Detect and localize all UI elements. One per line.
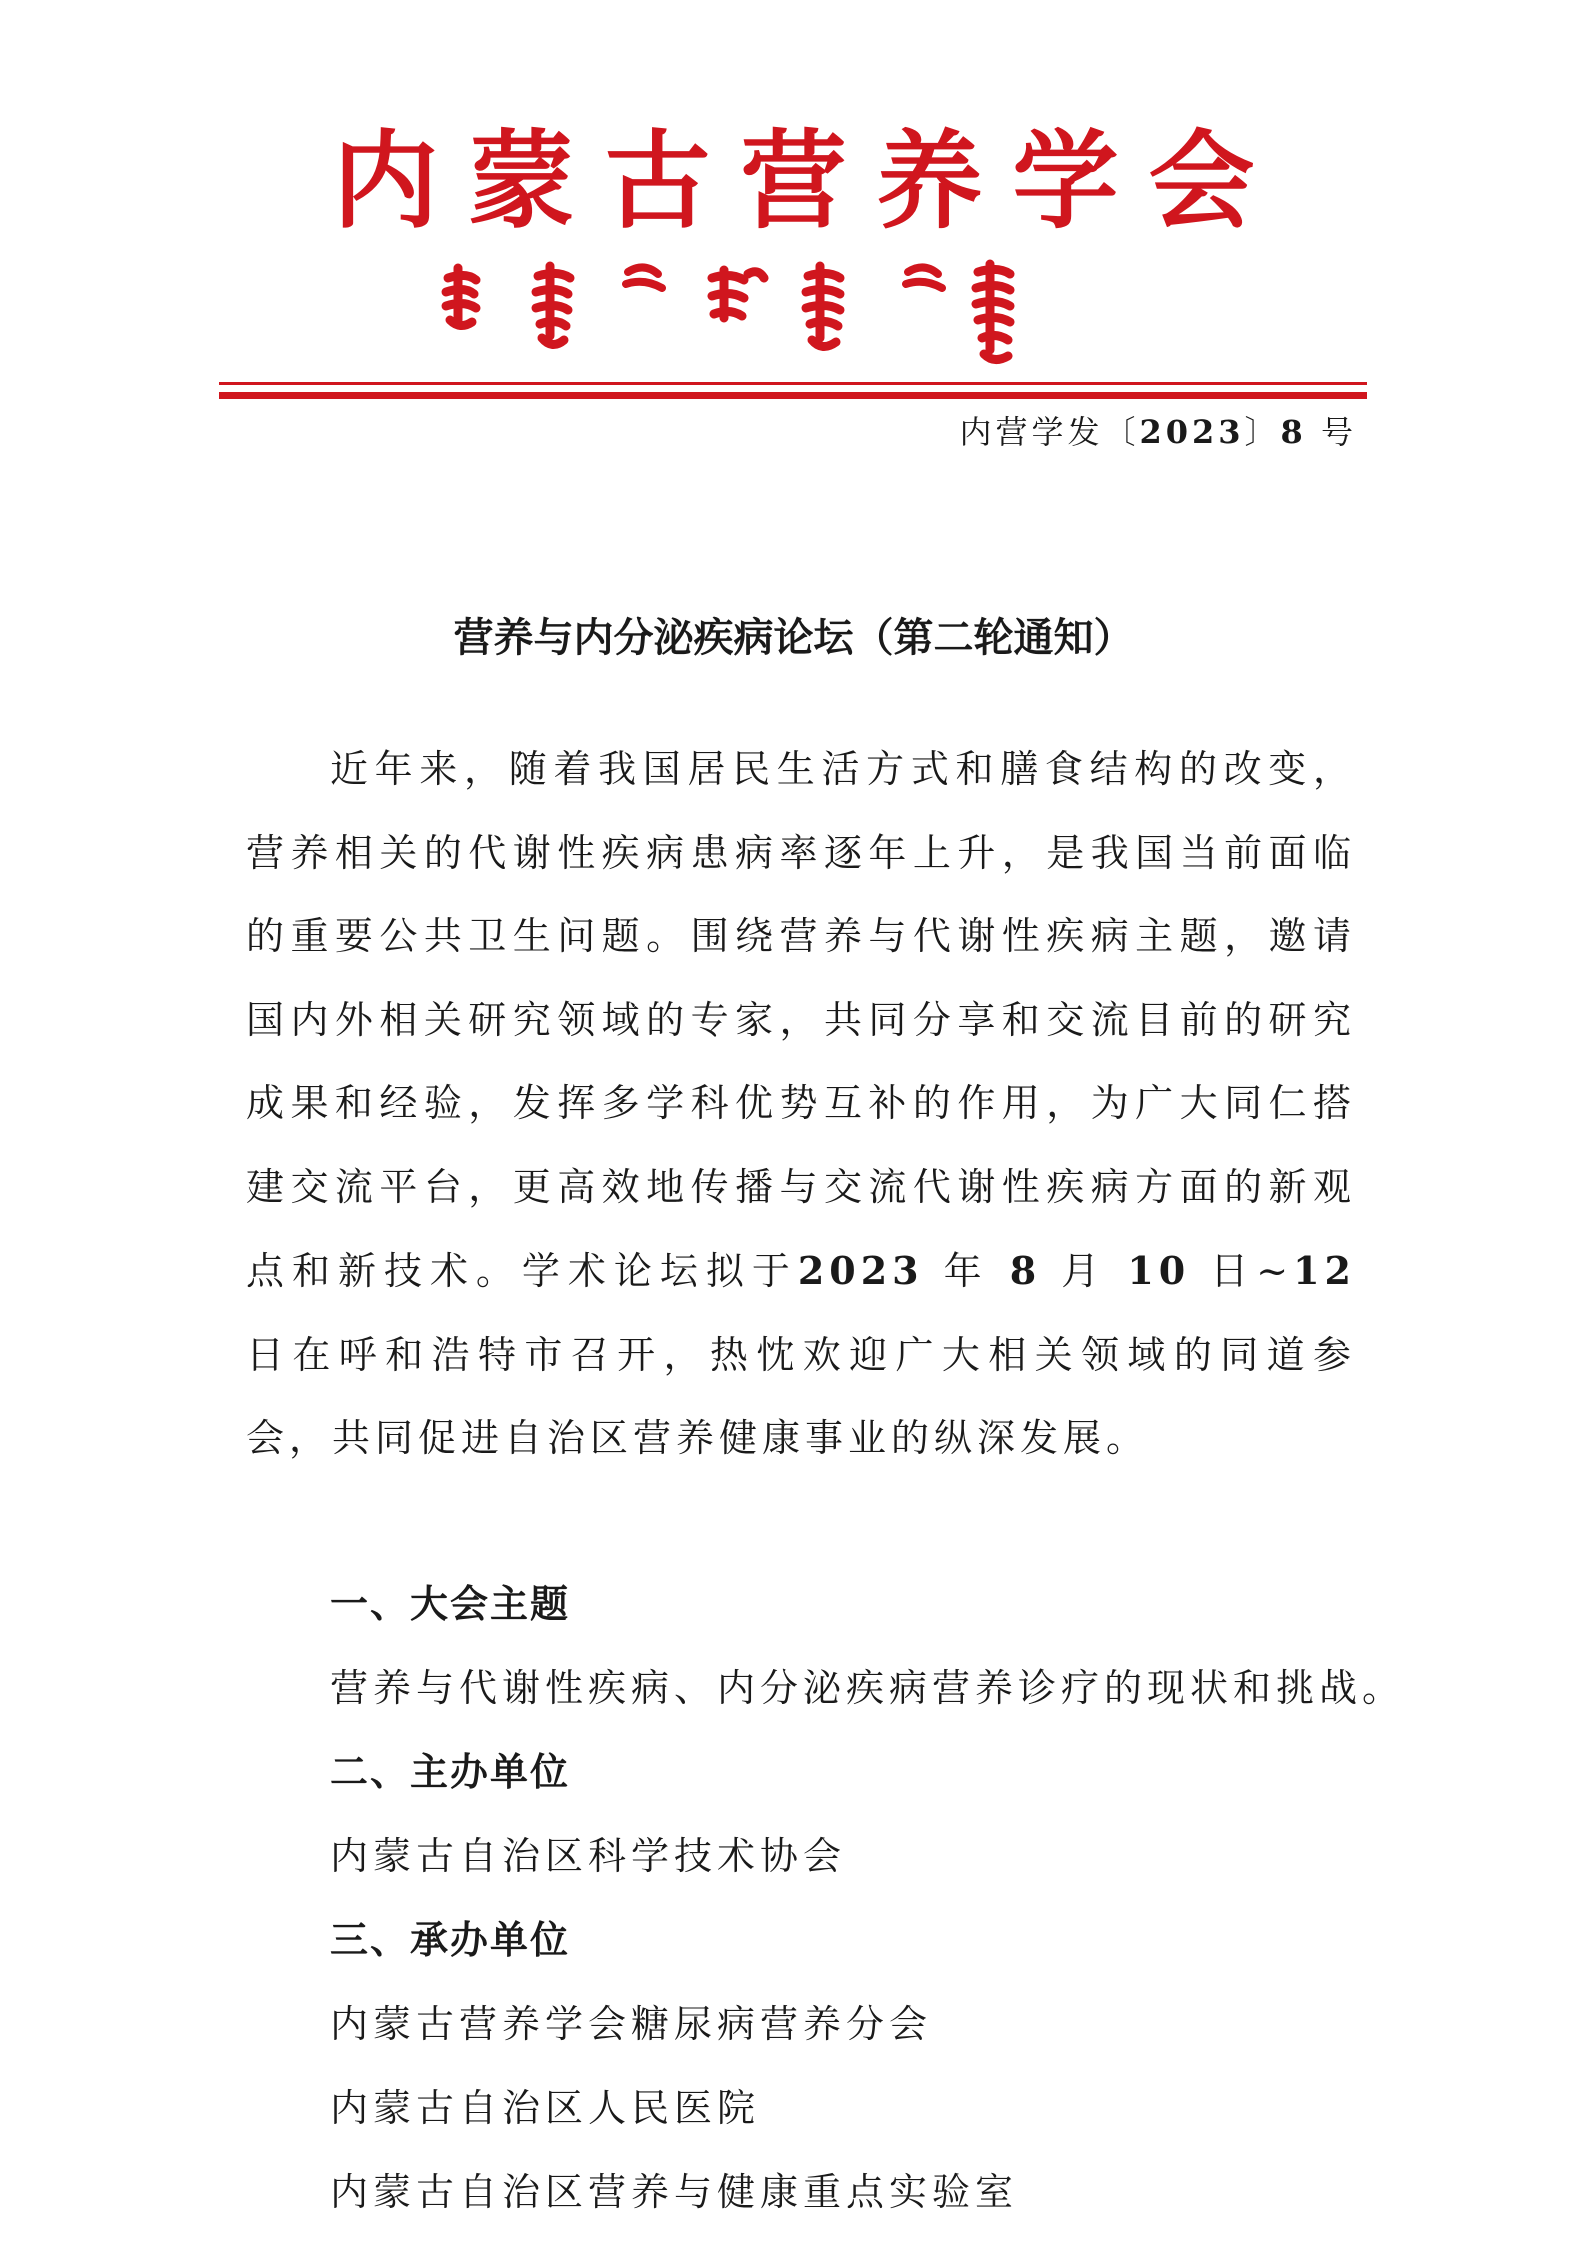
header-divider-thick [219, 392, 1367, 399]
mongolian-script-logo [430, 258, 1160, 368]
section-line-host: 内蒙古自治区科学技术协会 [330, 1834, 847, 1878]
header-divider-thin [219, 382, 1367, 385]
notice-sections [330, 1562, 1530, 2234]
section-heading-host: 二、主办单位 [330, 1750, 571, 1794]
section-heading-organizer: 三、承办单位 [330, 1918, 571, 1962]
org-name-title: 内蒙古营养学会 [332, 118, 1285, 243]
notice-body-paragraph: 近年来，随着我国居民生活方式和膳食结构的改变，营养相关的代谢性疾病患病率逐年上升，是我国当前面临的重要公共卫生问题。围绕营养与代谢性疾病主题，邀请国内外相关研究领域的专家，共同分享和交流目前的研究成果和经验，发挥多学科优势互补的作用，为广大同仁搭建交流平台，更高效地传播与交流代谢性疾病方面的新观点和新技术。学术论坛拟于2023 年 8 月 10 日~12 日在呼和浩特市召开，热忱欢迎广大相关领域的同道参会，共同促进自治区营养健康事业的纵深发展。 [246, 747, 1356, 1460]
section-line-organizer-2: 内蒙古自治区人民医院 [330, 2086, 761, 2130]
section-line-theme: 营养与代谢性疾病、内分泌疾病营养诊疗的现状和挑战。 [330, 1666, 1406, 1710]
section-line-organizer-1: 内蒙古营养学会糖尿病营养分会 [330, 2002, 933, 2046]
section-heading-theme: 一、大会主题 [330, 1582, 571, 1626]
document-number: 内营学发〔2023〕8 号 [959, 413, 1357, 451]
notice-title: 营养与内分泌疾病论坛（第二轮通知） [453, 614, 1134, 661]
section-line-organizer-3: 内蒙古自治区营养与健康重点实验室 [330, 2170, 1019, 2214]
